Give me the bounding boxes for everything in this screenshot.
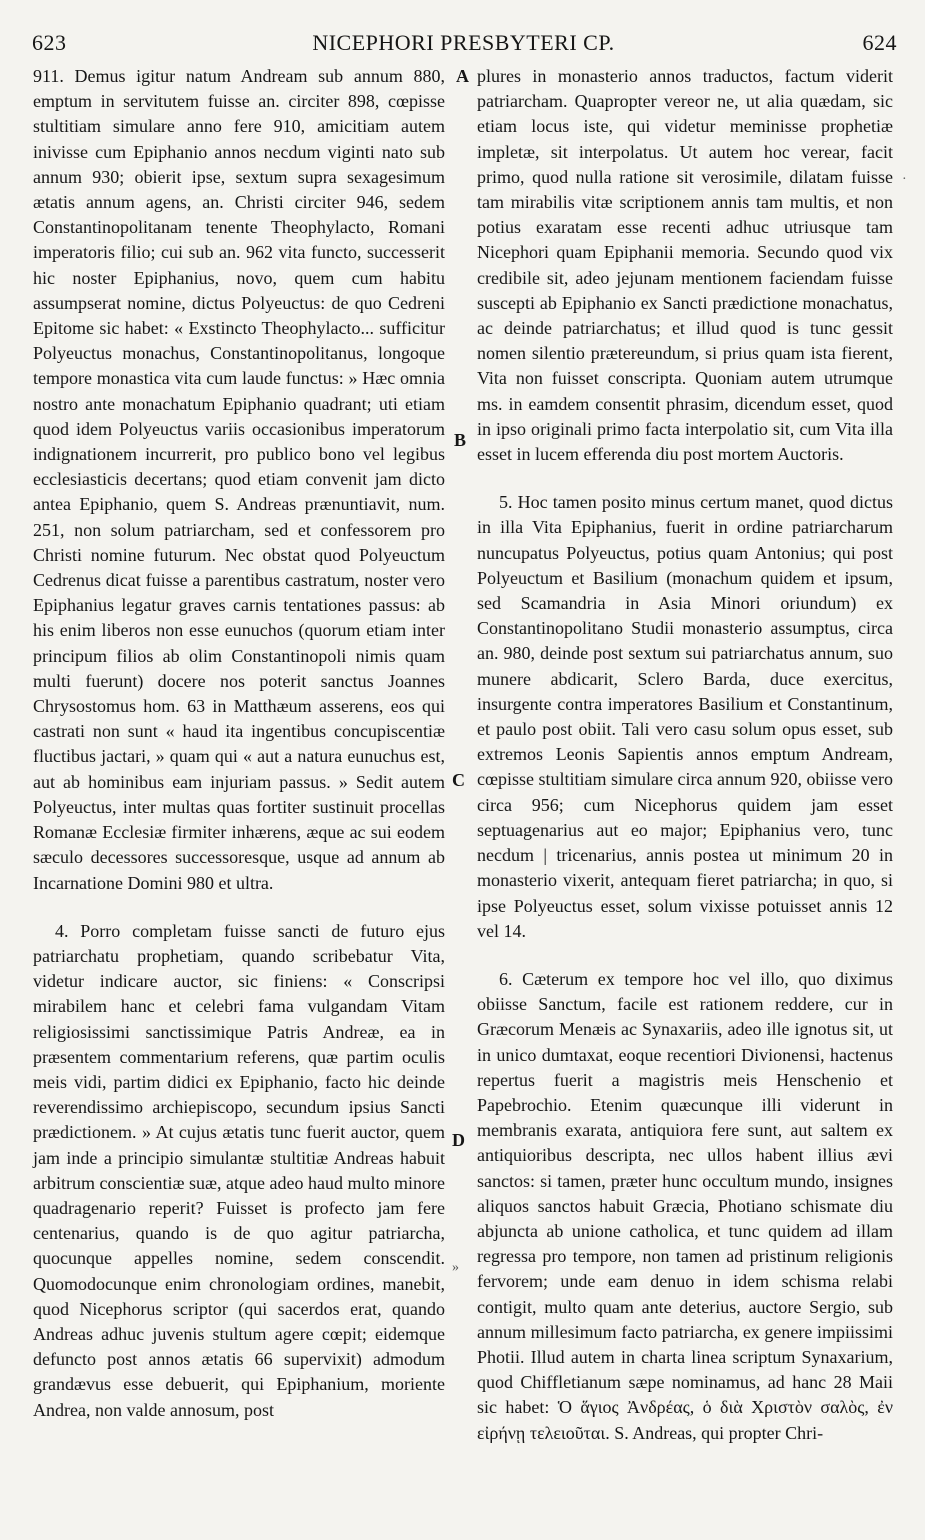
right-paragraph-2: 5. Hoc tamen posito minus certum manet, quod dictus in illa Vita Epiphanius, fuerit in ordine patriarcharum nuncupatus Polyeuctus, potius quam Antonius; qui post Polyeuctum et Basilium (monachum quidem et ipsum, sed Scamandria in Asia Minori oriundum) ex Constantinopolitano Studii monasterio assumptus, circa an. 980, deinde post sextum sui patriarchatus annum, suo munere abdicarit, Sclero Barda, duce exercitus, insurgente contra imperatores Basilium et Constantinum, et paulo post obiit. Tali vero casu solum opus esset, sub extremos Leonis Sapientis annos emptum Andream, cœpisse stultitiam simulare circa annum 920, obiisse vero circa 956; cum Nicephorus quidem jam esset septuagenarius aut eo major; Epiphanius vero, tunc necdum | tricenarius, annis postea ut minimum 20 in monasterio vixerit, antequam fieret patriarcha; in quo, si ipse Polyeuctus esset, solum vixisse potuisset annis 12 vel 14. xyxy=(477,492,893,941)
stray-dot: · xyxy=(902,172,907,187)
right-paragraph-1: plures in monasterio annos traductos, factum viderit patriarcham. Quapropter vereor ne, ut alia quædam, sic etiam locus iste, qui videtur meminisse prophetiæ impletæ, sit interpolatus. Ut autem hoc verear, facit primo, quod nulla ratione sit verosimile, dilatam fuisse tam mirabilis vitæ scriptionem annis tam multis, et non potius exaratam esse recenti adhuc utriusque tam Nicephori quam Epiphanii memoria. Secundo quod vix credibile sit, adeo jejunam mentionem faciendam fuisse suscepti ab Epiphanio ex Sancti prædictione monachatus, ac deinde patriarchatus; et illud quod is tunc gessit nomen silentio prætereundum, si prius quam ista fierent, Vita non fuisset conscripta. Quoniam autem utrumque ms. in eamdem consentit phrasim, dicendum esset, quod in ipso originali primo facta interpolatio sit, cum Vita illa esset in lucem efferenda diu post mortem Auctoris. xyxy=(477,66,893,465)
left-column xyxy=(33,64,445,1423)
right-paragraph-3: 6. Cæterum ex tempore hoc vel illo, quo diximus obiisse Sanctum, facile est rationem reddere, cur in Græcorum Menæis ac Synaxariis, adeo ille ignotus sit, ut in unico dumtaxat, eoque recentiori Divionensi, hactenus repertus fuerit a magistris meis Henschenio et Papebrochio. Etenim quæcunque illi viderunt in membranis exarata, antiquiora fere sunt, aut saltem ex antiquioribus descripta, nec ullos habent illius ævi sanctos: si tamen, præter hunc occultum mundo, insignes aliquos sanctos habuit Græcia, Photiano schismate diu abjuncta ab unione catholica, et tunc quidem ad illam regressa pro tempore, non tamen ad pristinum religionis fervorem; unde eam denuo in idem schisma relabi contigit, multo quam ante deterius, auctore Sergio, sub annum millesimum facto patriarcha, ex genere impiissimi Photii. Illud autem in charta linea scriptum Synaxarium, quod Chiffletianum sæpe nominamus, ad hanc 28 Maii sic habet: Ὁ ἅγιος Ἀνδρέας, ὁ διὰ Χριστὸν σαλὸς, ἐν εἰρήνῃ τελειοῦται. S. Andreas, qui propter Chri- xyxy=(477,968,893,1443)
page-number-left: 623 xyxy=(32,30,67,55)
running-title: NICEPHORI PRESBYTERI CP. xyxy=(312,30,615,55)
left-paragraph-2: 4. Porro completam fuisse sancti de futuro ejus patriarchatu prophetiam, quando scribebatur Vita, videtur indicare auctor, sic finiens: « Conscripsi mirabilem hanc et celebri fama vulgandam Vitam religiosissimi sanctissimique Patris Andreæ, ea in præsentem commentarium referens, quæ partim oculis meis vidi, partim didici ex Epiphanio, facto hic deinde reverendissimo archiepiscopo, secundum ipsius Sancti prædictionem. » At cujus ætatis tunc fuerit auctor, quem jam inde a principio simulantæ stultitiæ Andreas habuit arbitrum conscientiæ suæ, atque adeo haud multo minore quadragenario reperit? Fuisset is profecto jam fere centenarius, quando is de quo agitur patriarcha, quocunque appelles nomine, sedem conscendit. Quomodocunque enim chronologiam ordines, manebit, quod Nicephorus scriptor (qui sacerdos erat, quando Andreas adhuc juvenis stultum agere cœpit; eidemque defuncto post annos ætatis 66 supervixit) admodum grandævus esse debuerit, qui Epiphanium, moriente Andrea, non valde annosum, post xyxy=(33,920,445,1420)
section-marker-a: A xyxy=(456,66,469,86)
section-marker-d: D xyxy=(452,1130,465,1150)
section-marker-b: B xyxy=(454,430,467,450)
section-marker-c: C xyxy=(452,770,465,790)
stray-mark: » xyxy=(452,1260,459,1275)
left-paragraph-1: 911. Demus igitur natum Andream sub annum 880, emptum in servitutem fuisse an. circiter 898, cœpisse stultitiam simulare anno fere 910, amicitiam autem inivisse cum Epiphanio annos necdum viginti nato sub annum 930; obierit ipse, sextum supra sexagesimum ætatis annum agens, an. Christi circiter 946, sedem Constantinopolitanam tenente Theophylacto, Romani imperatoris filio; cui sub an. 962 vita functo, successerit hic noster Epiphanius, novo, quem cum habitu assumpserat nomine, dictus Polyeuctus: de quo Cedreni Epitome sic habet: « Exstincto Theophylacto... sufficitur Polyeuctus monachus, Constantinopolitanus, longoque tempore monastica vita cum laude functus: » Hæc omnia nostro ante monachatum Epiphanio quadrant; uti etiam quod idem Polyeuctus variis occasionibus imperatorum indignationem incurrerit, pro publico bono vel legibus ecclesiasticis decertans; quod etiam convenit jam dicto antea Epiphanio, quem S. Andreas prænuntiavit, num. 251, non solum patriarcham, sed et confessorem pro Christi nomine futurum. Nec obstat quod Polyeuctum Cedrenus dicat fuisse a parentibus castratum, noster vero Epiphanius legatur graves carnis tentationes passus: ab his enim liberos non esse eunuchos (quorum etiam inter principum filios ab olim Constantinopoli nimis quam multi fuerunt) docere nos poterit sanctus Joannes Chrysostomus hom. 63 in Matthæum asserens, eos qui castrati non sunt « haud ita ingentibus concupiscentiæ fluctibus jactari, » quam qui « aut a natura eunuchus est, aut ab hominibus eam injuriam passus. » Sedit autem Polyeuctus, inter multas quas fortiter sustinuit procellas Romanæ Ecclesiæ firmiter inhærens, æque ac sui eodem sæculo decessores successoresque, usque ad annum ab Incarnatione Domini 980 et ultra. xyxy=(33,66,445,893)
right-column xyxy=(477,64,893,1446)
page-header xyxy=(24,30,903,66)
page-number-right: 624 xyxy=(862,30,897,55)
